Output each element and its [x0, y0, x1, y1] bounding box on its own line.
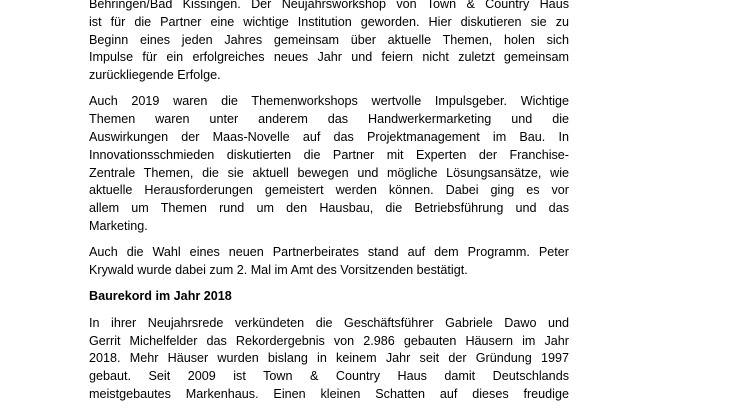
paragraph-spacer [89, 306, 569, 315]
text-line: allem um Themen rund um den Hausbau, die Betriebsführung und das [89, 201, 569, 216]
section-heading: Baurekord im Jahr 2018 [89, 289, 232, 304]
text-line: Krywald wurde dabei zum 2. Mal im Amt des Vorsitzenden bestätigt. [89, 263, 468, 278]
text-line: Auch die Wahl eines neuen Partnerbeirates stand auf dem Programm. Peter [89, 245, 569, 260]
paragraph-spacer [89, 280, 569, 289]
text-line: Marketing. [89, 219, 148, 234]
paragraph-baurekord [89, 315, 569, 404]
text-line: 2018. Mehr Häuser wurden bislang in keinem Jahr seit der Gründung 1997 [89, 351, 569, 366]
text-line: aktuelle Herausforderungen gemeistert werden können. Dabei ging es vor [89, 183, 569, 198]
text-line: ist für die Partner eine wichtige Institution geworden. Hier diskutieren sie zu [89, 14, 569, 29]
paragraph-themenworkshops [89, 93, 569, 235]
text-line: Themen waren unter anderem das Handwerkermarketing und die [89, 112, 569, 127]
text-line: Zentrale Themen, die sie aktuell bewegen und mögliche Lösungsansätze, wie [89, 165, 569, 180]
text-line: Impulse für ein erfolgreiches neues Jahr und feiern nicht zuletzt gemeinsam [89, 50, 569, 65]
text-line: Beginn eines jeden Jahres gemeinsam über aktuelle Themen, holen sich [89, 32, 569, 47]
text-line: zurückliegende Erfolge. [89, 68, 221, 83]
text-line: Gerrit Michelfelder das Rekordergebnis von 2.986 gebauten Häusern im Jahr [89, 333, 569, 348]
text-line: Behringen/Bad Kissingen. Der Neujahrsworkshop von Town & Country Haus [89, 0, 569, 11]
paragraph-neujahrsworkshop [89, 0, 569, 85]
text-line: meistgebautes Markenhaus. Einen kleinen Schatten auf dieses freudige [89, 386, 569, 401]
paragraph-spacer [89, 236, 569, 245]
text-line: Innovationsschmieden diskutierten die Partner mit Experten der Franchise- [89, 147, 569, 162]
paragraph-partnerbeirat [89, 244, 569, 280]
text-line: Auch 2019 waren die Themenworkshops wertvolle Impulsgeber. Wichtige [89, 94, 569, 109]
document-page [89, 0, 569, 404]
text-line: In ihrer Neujahrsrede verkündeten die Geschäftsführer Gabriele Dawo und [89, 315, 569, 330]
text-line: Auswirkungen der Maas-Novelle auf das Projektmanagement im Bau. In [89, 130, 569, 145]
paragraph-spacer [89, 85, 569, 94]
text-line: gebaut. Seit 2009 ist Town & Country Haus damit Deutschlands [89, 369, 569, 384]
